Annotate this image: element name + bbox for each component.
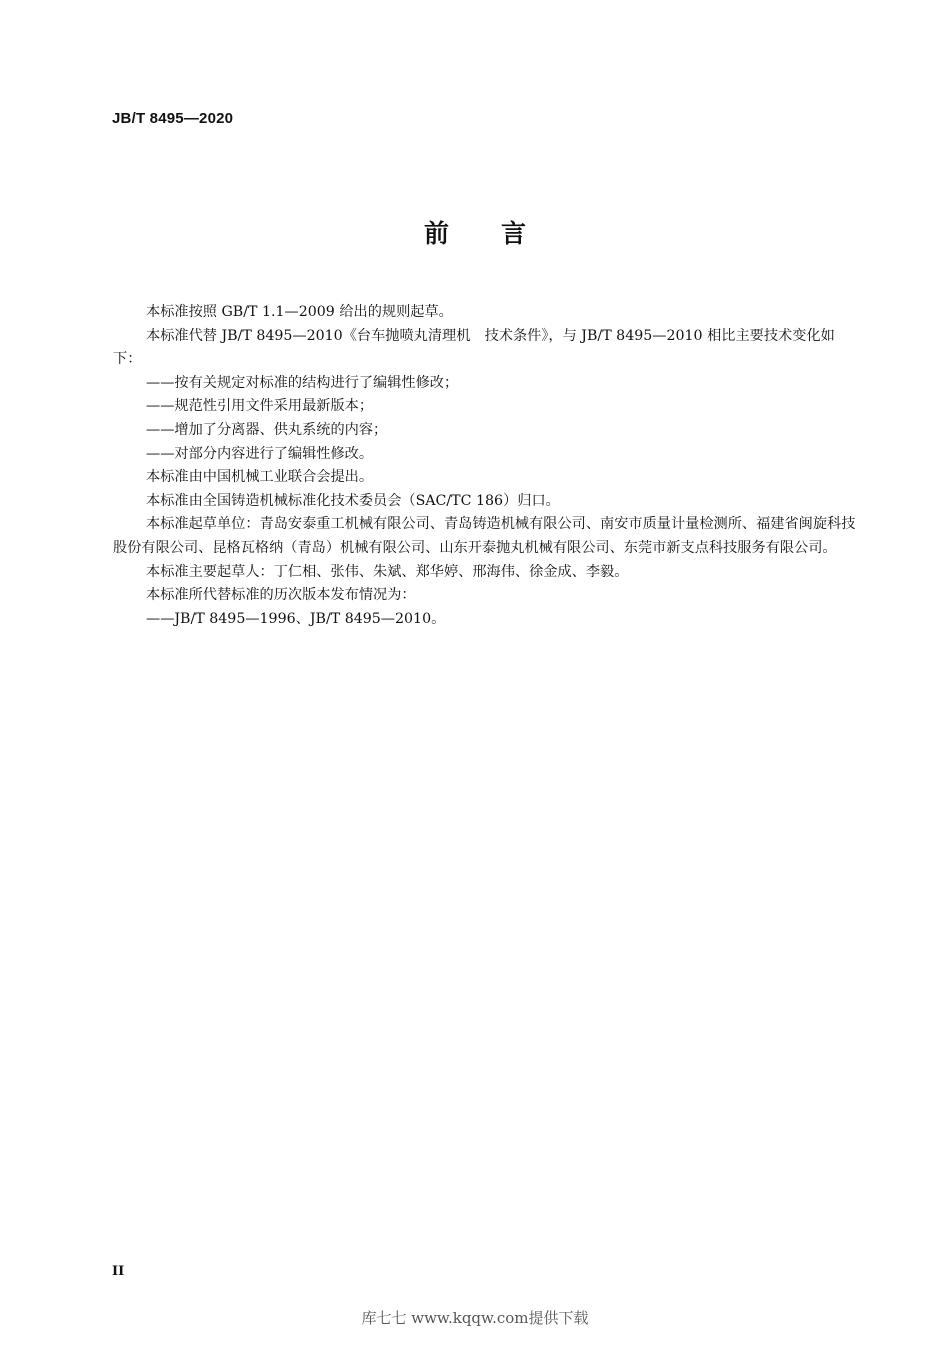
download-footer: 库七七 www.kqqw.com提供下载: [361, 1309, 589, 1327]
paragraph-history-versions: ——JB/T 8495—1996、JB/T 8495—2010。: [146, 610, 446, 627]
paragraph-history-intro: 本标准所代替标准的历次版本发布情况为：: [146, 587, 416, 604]
paragraph-replacement: 本标准代替 JB/T 8495—2010《台车抛喷丸清理机 技术条件》，与 JB/T 8495—2010 相比主要技术变化如下：: [113, 327, 835, 368]
page-number: II: [112, 1264, 125, 1279]
change-item: ——按有关规定对标准的结构进行了编辑性修改；: [146, 374, 459, 391]
foreword-body: [113, 301, 861, 631]
change-item: ——增加了分离器、供丸系统的内容；: [146, 421, 388, 438]
paragraph-drafting-units: 本标准起草单位：青岛安泰重工机械有限公司、青岛铸造机械有限公司、南安市质量计量检测所、福建省闽旋科技股份有限公司、昆格瓦格纳（青岛）机械有限公司、山东开泰抛丸机械有限公司、东莞市新支点科技服务有限公司。: [113, 516, 856, 556]
document-code: JB/T 8495—2020: [112, 110, 234, 127]
paragraph-administrator: 本标准由全国铸造机械标准化技术委员会（SAC/TC 186）归口。: [146, 492, 560, 509]
page-title: 前言: [423, 219, 578, 248]
change-item: ——规范性引用文件采用最新版本；: [146, 398, 374, 415]
paragraph-drafting-rules: 本标准按照 GB/T 1.1—2009 给出的规则起草。: [146, 304, 453, 320]
paragraph-proposer: 本标准由中国机械工业联合会提出。: [146, 469, 374, 486]
paragraph-drafters: 本标准主要起草人：丁仁相、张伟、朱斌、郑华婷、邢海伟、徐金成、李毅。: [146, 563, 629, 580]
change-item: ——对部分内容进行了编辑性修改。: [146, 445, 374, 462]
